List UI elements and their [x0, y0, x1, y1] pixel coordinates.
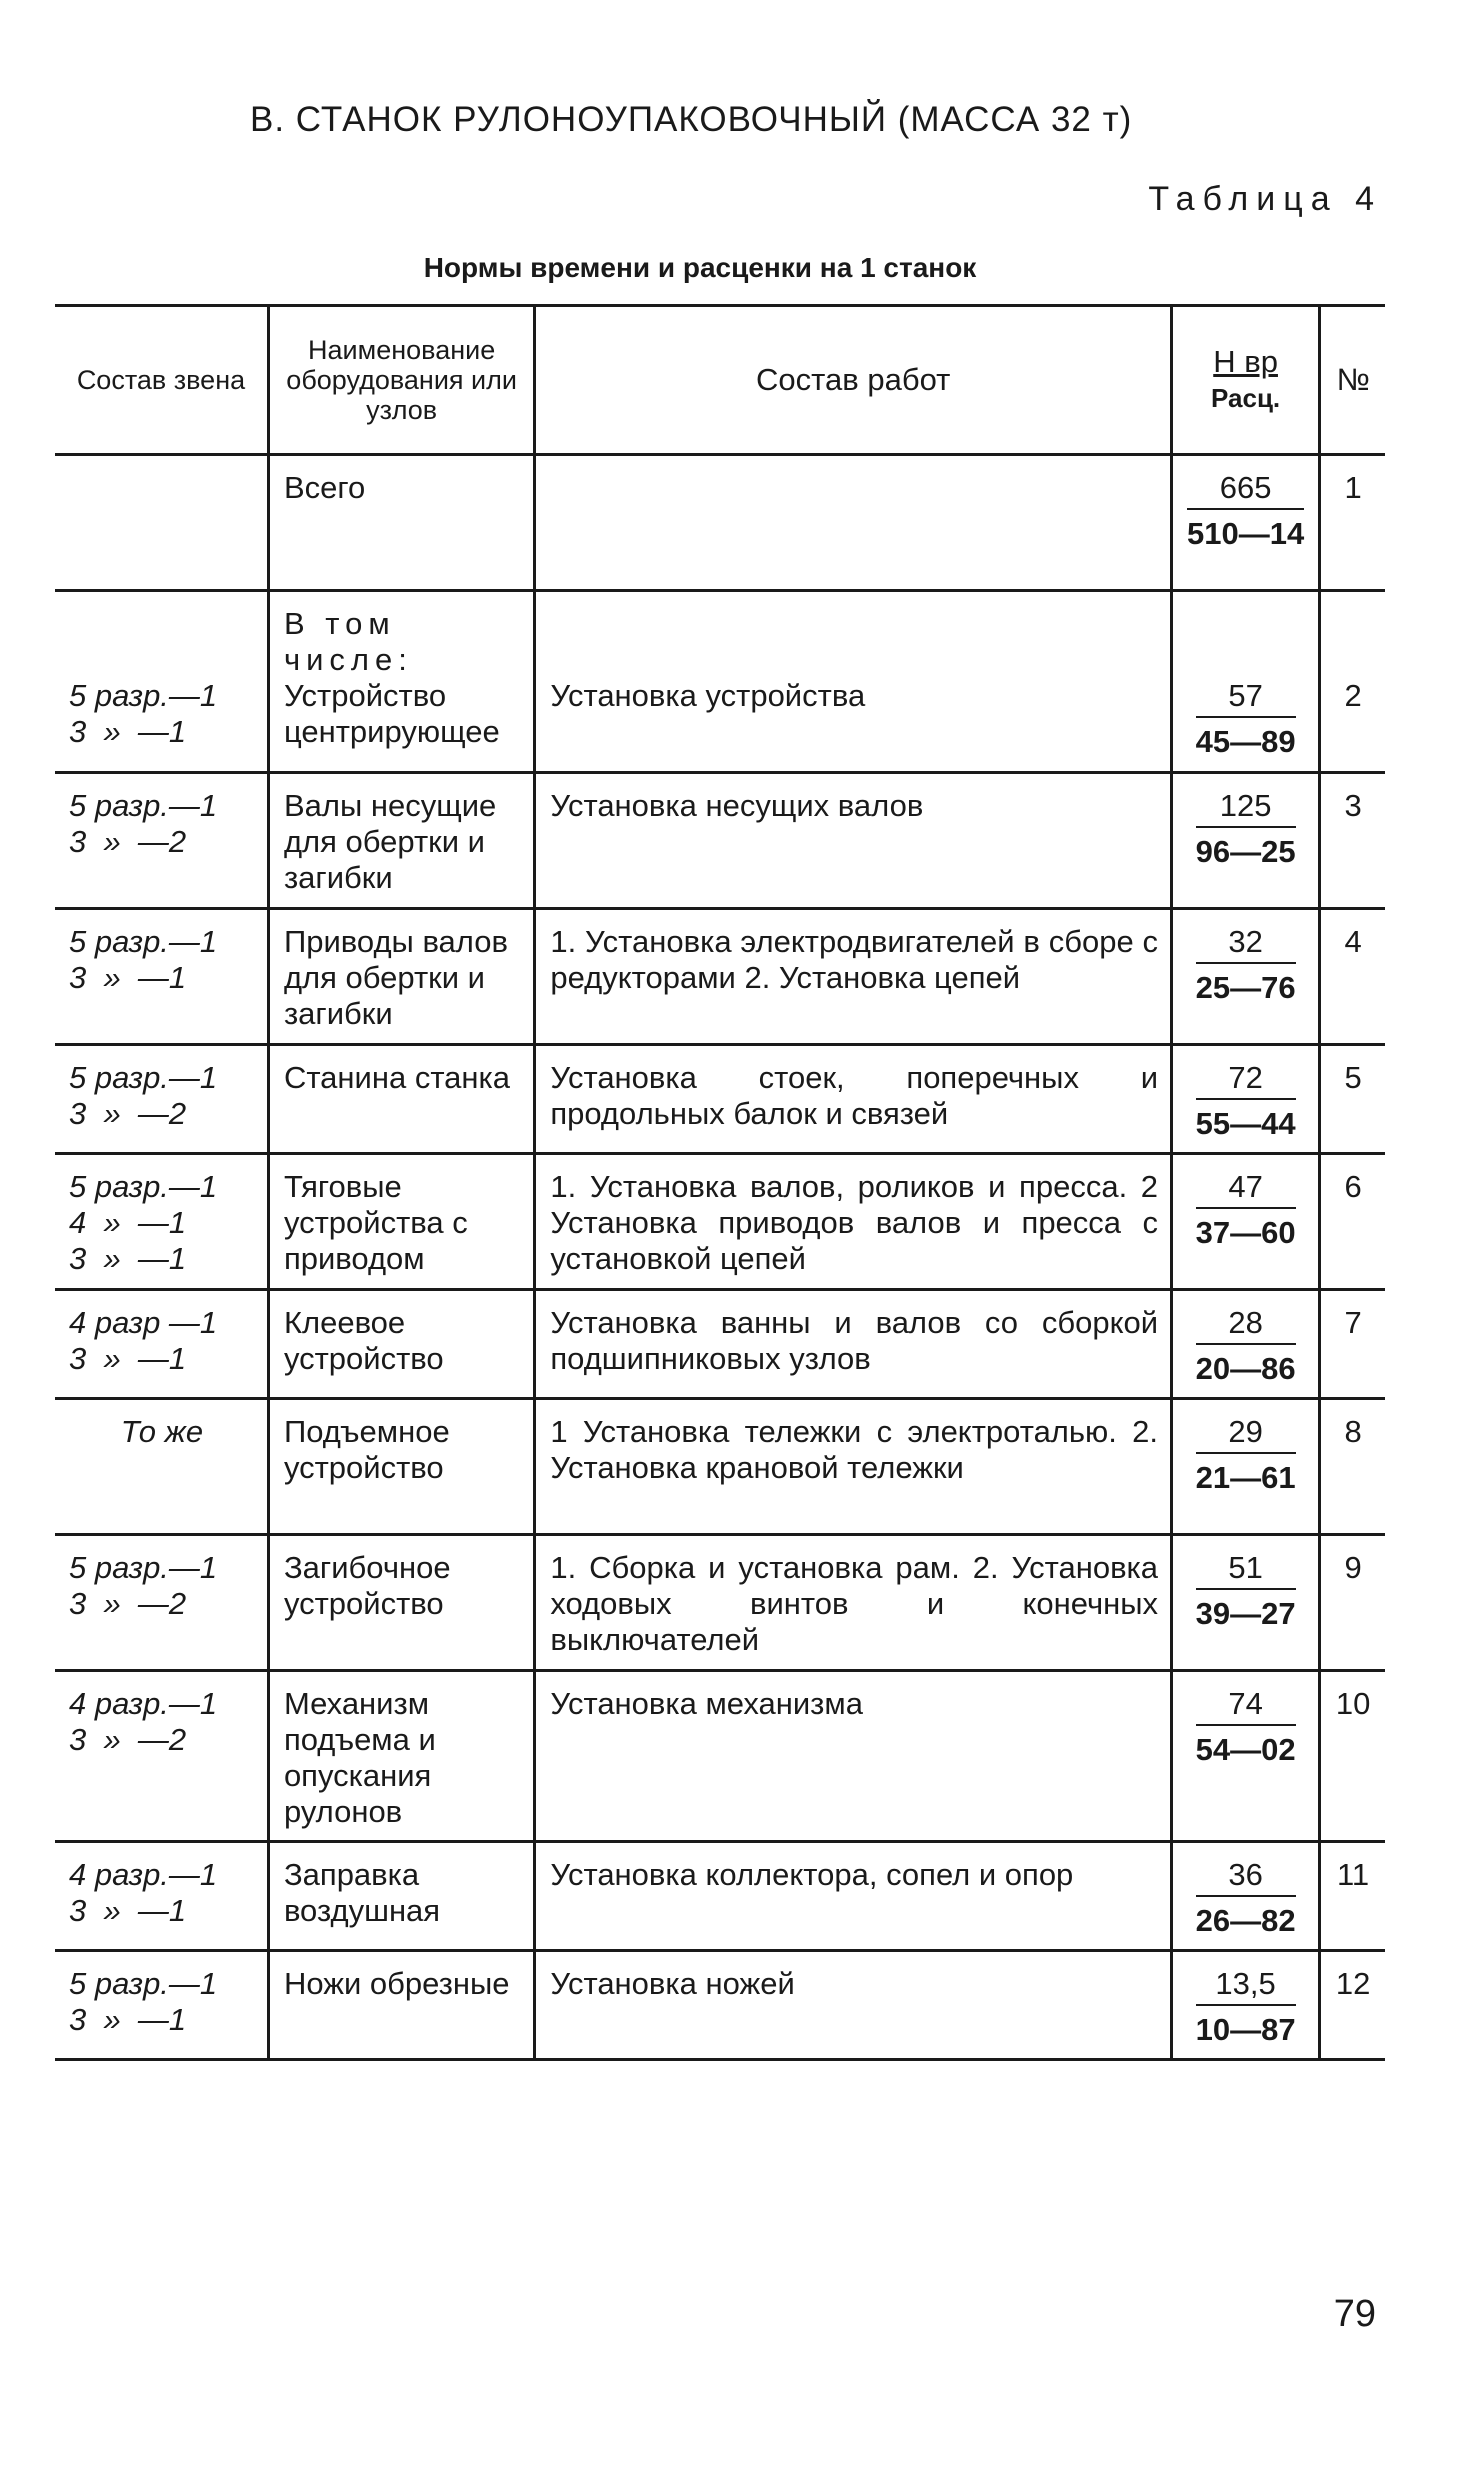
header-work: Состав работ: [535, 306, 1172, 455]
cell-row-number: 8: [1344, 1414, 1362, 1449]
cell-norm: [1172, 773, 1320, 909]
cell-equipment: [268, 1535, 534, 1671]
cell-row-number: 7: [1344, 1305, 1362, 1340]
cell-work: [535, 455, 1172, 591]
crew-line: 3 » —1: [69, 1241, 187, 1276]
header-norm: [1172, 306, 1320, 455]
cell-equipment: [268, 1671, 534, 1842]
equipment-name: Подъемное устройство: [283, 1414, 450, 1485]
cell-row-number: 10: [1335, 1686, 1371, 1721]
cell-equipment: [268, 591, 534, 773]
cell-row-number: 3: [1344, 788, 1362, 823]
norm-fraction: [1196, 1686, 1296, 1768]
rate: 10—87: [1195, 2012, 1296, 2047]
rate: 25—76: [1195, 970, 1296, 1005]
time-norm: 13,5: [1196, 1966, 1296, 2006]
rate: 45—89: [1195, 724, 1296, 759]
cell-row-number: 12: [1335, 1966, 1371, 2001]
table-row: [55, 1399, 1385, 1535]
cell-equipment: [268, 1290, 534, 1399]
equipment-name: Приводы валов для обертки и загибки: [283, 924, 508, 1031]
cell-norm: [1172, 455, 1320, 591]
crew-line: 3 » —2: [69, 824, 187, 859]
crew-line: 3 » —1: [69, 714, 187, 749]
crew-line: 3 » —2: [69, 1722, 187, 1757]
cell-work: [535, 1154, 1172, 1290]
crew-line: 3 » —1: [69, 1893, 187, 1928]
crew-line: 5 разр.—1: [69, 1169, 218, 1204]
work-description: Установка несущих валов: [550, 788, 924, 823]
table-row: [55, 773, 1385, 909]
work-description: 1. Установка валов, роликов и пресса. 2 Установка приводов валов и пресса с установкой цепей: [550, 1169, 1159, 1276]
work-description: 1. Установка электродвигателей в сборе с редукторами 2. Установка цепей: [550, 924, 1159, 995]
crew-line: То же: [120, 1414, 204, 1449]
cell-work: [535, 591, 1172, 773]
cell-work: [535, 1535, 1172, 1671]
cell-equipment: [268, 1951, 534, 2060]
cell-norm: [1172, 1399, 1320, 1535]
cell-equipment: [268, 773, 534, 909]
rate: 21—61: [1195, 1460, 1296, 1495]
cell-row-number: 4: [1344, 924, 1362, 959]
cell-work: [535, 1045, 1172, 1154]
crew-line: 4 » —1: [69, 1205, 187, 1240]
header-equipment: Наименование оборудования или узлов: [268, 306, 534, 455]
time-norm: 74: [1196, 1686, 1296, 1726]
header-crew: Состав звена: [55, 306, 268, 455]
rate: 37—60: [1195, 1215, 1296, 1250]
cell-norm: [1172, 1951, 1320, 2060]
cell-norm: [1172, 1154, 1320, 1290]
crew-line: 3 » —2: [69, 1586, 187, 1621]
norm-fraction: [1196, 678, 1296, 760]
cell-crew: [55, 1045, 268, 1154]
table-row: [55, 1671, 1385, 1842]
norm-fraction: [1196, 1966, 1296, 2048]
table-row: [55, 1842, 1385, 1951]
cell-norm: [1172, 1045, 1320, 1154]
norm-fraction: [1196, 788, 1296, 870]
crew-line: 5 разр.—1: [69, 924, 218, 959]
cell-crew: [55, 1671, 268, 1842]
crew-line: 5 разр.—1: [69, 1550, 218, 1585]
rate: 510—14: [1186, 516, 1305, 551]
cell-work: [535, 1951, 1172, 2060]
crew-line: 3 » —2: [69, 1096, 187, 1131]
equipment-name: Загибочное устройство: [283, 1550, 451, 1621]
cell-equipment: [268, 1154, 534, 1290]
rate: 54—02: [1195, 1732, 1296, 1767]
norm-fraction: [1196, 1169, 1296, 1251]
equipment-name: Заправка воздушная: [283, 1857, 441, 1928]
time-norm: 32: [1196, 924, 1296, 964]
equipment-name: Клеевое устройство: [283, 1305, 444, 1376]
work-description: Установка механизма: [550, 1686, 863, 1721]
table-row: [55, 1045, 1385, 1154]
cell-norm: [1172, 1290, 1320, 1399]
crew-line: 5 разр.—1: [69, 1966, 218, 2001]
time-norm: 51: [1196, 1550, 1296, 1590]
time-norm: 72: [1196, 1060, 1296, 1100]
cell-crew: [55, 1399, 268, 1535]
cell-norm: [1172, 1671, 1320, 1842]
cell-norm: [1172, 1842, 1320, 1951]
equipment-name: Валы несущие для обертки и загибки: [283, 788, 497, 895]
page-number: 79: [1333, 2293, 1376, 2335]
time-norm: 28: [1196, 1305, 1296, 1345]
time-norm: 47: [1196, 1169, 1296, 1209]
cell-crew: [55, 1842, 268, 1951]
cell-crew: [55, 591, 268, 773]
cell-equipment: [268, 455, 534, 591]
table-row: [55, 455, 1385, 591]
norm-fraction: [1196, 1060, 1296, 1142]
crew-line: 4 разр.—1: [69, 1857, 218, 1892]
cell-crew: [55, 1535, 268, 1671]
crew-line: 3 » —1: [69, 960, 187, 995]
cell-equipment: [268, 1045, 534, 1154]
cell-norm: [1172, 591, 1320, 773]
cell-row-number: 2: [1344, 678, 1362, 713]
cell-equipment: [268, 909, 534, 1045]
header-norm-bottom: Расц.: [1211, 383, 1281, 413]
norm-fraction: [1196, 924, 1296, 1006]
cell-row-number: 6: [1344, 1169, 1362, 1204]
time-norm: 36: [1196, 1857, 1296, 1897]
crew-line: 5 разр.—1: [69, 1060, 218, 1095]
crew-line: 4 разр.—1: [69, 1686, 218, 1721]
cell-crew: [55, 909, 268, 1045]
equipment-name: Станина станка: [283, 1060, 511, 1095]
rate: 55—44: [1195, 1106, 1296, 1141]
work-description: Установка ванны и валов со сборкой подшипниковых узлов: [550, 1305, 1159, 1376]
time-norm: 665: [1187, 470, 1304, 510]
time-norm: 125: [1196, 788, 1296, 828]
table-row: [55, 909, 1385, 1045]
cell-work: [535, 909, 1172, 1045]
table-label: Таблица 4: [1148, 180, 1382, 218]
norm-fraction: [1196, 1550, 1296, 1632]
rate: 39—27: [1195, 1596, 1296, 1631]
header-norm-top: Н вр: [1213, 344, 1278, 379]
cell-work: [535, 1842, 1172, 1951]
cell-crew: [55, 1154, 268, 1290]
cell-row-number: 9: [1344, 1550, 1362, 1585]
time-norm: 29: [1196, 1414, 1296, 1454]
header-num: №: [1320, 306, 1385, 455]
cell-equipment: [268, 1842, 534, 1951]
table-caption: Нормы времени и расценки на 1 станок: [423, 252, 977, 283]
cell-crew: [55, 455, 268, 591]
norm-fraction: [1196, 1414, 1296, 1496]
cell-norm: [1172, 1535, 1320, 1671]
cell-crew: [55, 1290, 268, 1399]
norm-fraction: [1196, 1305, 1296, 1387]
cell-row-number: 11: [1336, 1857, 1370, 1892]
cell-work: [535, 1290, 1172, 1399]
work-description: Установка устройства: [550, 678, 866, 713]
table-row: [55, 591, 1385, 773]
cell-work: [535, 1399, 1172, 1535]
equipment-name: Тяговые устройства с приводом: [283, 1169, 468, 1276]
norms-table: [55, 304, 1385, 2061]
cell-crew: [55, 773, 268, 909]
cell-work: [535, 773, 1172, 909]
crew-line: 3 » —1: [69, 1341, 187, 1376]
cell-row-number: 5: [1344, 1060, 1362, 1095]
crew-line: 4 разр —1: [69, 1305, 218, 1340]
table-row: [55, 1535, 1385, 1671]
crew-line: 5 разр.—1: [69, 678, 218, 713]
cell-row-number: 1: [1344, 470, 1362, 505]
section-heading: В. СТАНОК РУЛОНОУПАКОВОЧНЫЙ (МАССА 32 т): [250, 100, 1133, 139]
table-body: [55, 455, 1385, 2060]
equipment-name: Ножи обрезные: [283, 1966, 510, 2001]
header-norm-fraction: [1211, 344, 1280, 416]
rate: 96—25: [1195, 834, 1296, 869]
norm-fraction: [1187, 470, 1304, 552]
crew-line: 3 » —1: [69, 2002, 187, 2037]
equipment-name: Механизм подъема и опускания рулонов: [283, 1686, 436, 1829]
cell-crew: [55, 1951, 268, 2060]
table-row: [55, 1290, 1385, 1399]
work-description: 1. Сборка и установка рам. 2. Установка ходовых винтов и конечных выключателей: [550, 1550, 1159, 1657]
equipment-name: Устройство центрирующее: [283, 678, 500, 749]
work-description: 1 Установка тележки с электроталью. 2. Установка крановой тележки: [550, 1414, 1159, 1485]
work-description: Установка коллектора, сопел и опор: [550, 1857, 1074, 1892]
crew-line: 5 разр.—1: [69, 788, 218, 823]
equipment-name: Всего: [283, 470, 366, 505]
time-norm: 57: [1196, 678, 1296, 718]
table-row: [55, 1154, 1385, 1290]
rate: 26—82: [1195, 1903, 1296, 1938]
work-description: Установка ножей: [550, 1966, 795, 2001]
cell-norm: [1172, 909, 1320, 1045]
norm-fraction: [1196, 1857, 1296, 1939]
table-row: [55, 1951, 1385, 2060]
table-header-row: [55, 306, 1385, 455]
cell-equipment: [268, 1399, 534, 1535]
rate: 20—86: [1195, 1351, 1296, 1386]
equipment-subheading: В том числе:: [283, 606, 413, 677]
work-description: Установка стоек, поперечных и продольных балок и связей: [550, 1060, 1159, 1131]
cell-work: [535, 1671, 1172, 1842]
